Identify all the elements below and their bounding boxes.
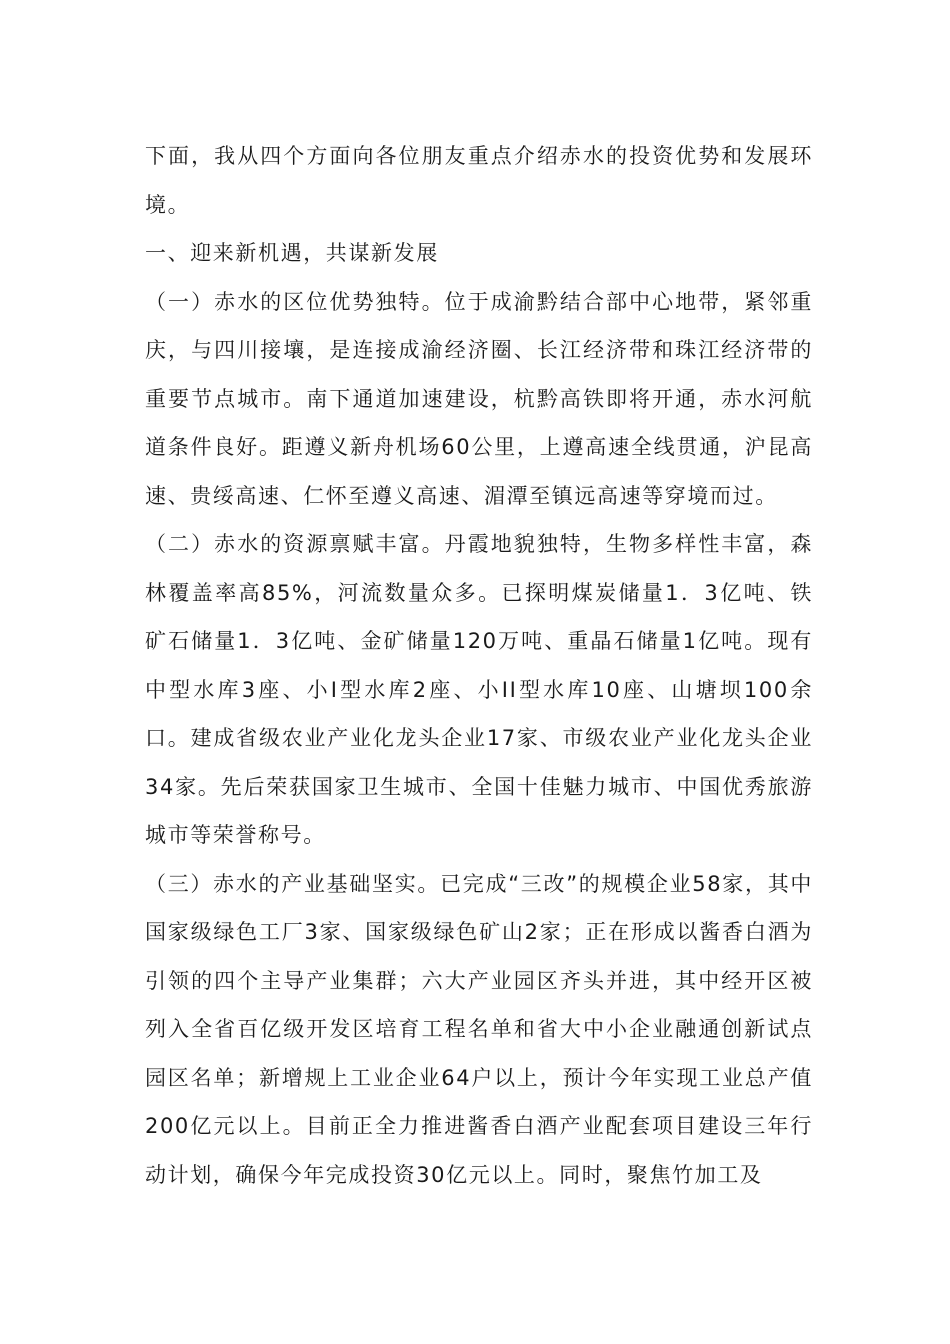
intro-paragraph: 下面，我从四个方面向各位朋友重点介绍赤水的投资优势和发展环境。	[145, 144, 813, 217]
document-body	[145, 132, 813, 1199]
resources-paragraph: （二）赤水的资源禀赋丰富。丹霞地貌独特，生物多样性丰富，森林覆盖率高85%，河流数量众多。已探明煤炭储量1．3亿吨、铁矿石储量1．3亿吨、金矿储量120万吨、重晶石储量1亿吨。现有中型水库3座、小I型水库2座、小II型水库10座、山塘坝100余口。建成省级农业产业化龙头企业17家、市级农业产业化龙头企业34家。先后荣获国家卫生城市、全国十佳魅力城市、中国优秀旅游城市等荣誉称号。	[145, 532, 813, 847]
industry-paragraph: （三）赤水的产业基础坚实。已完成“三改”的规模企业58家，其中国家级绿色工厂3家、国家级绿色矿山2家；正在形成以酱香白酒为引领的四个主导产业集群；六大产业园区齐头并进，其中经开区被列入全省百亿级开发区培育工程名单和省大中小企业融通创新试点园区名单；新增规上工业企业64户以上，预计今年实现工业总产值200亿元以上。目前正全力推进酱香白酒产业配套项目建设三年行动计划，确保今年完成投资30亿元以上。同时，聚焦竹加工及	[145, 871, 813, 1187]
section-heading: 一、迎来新机遇，共谋新发展	[145, 241, 439, 265]
location-paragraph: （一）赤水的区位优势独特。位于成渝黔结合部中心地带，紧邻重庆，与四川接壤，是连接成渝经济圈、长江经济带和珠江经济带的重要节点城市。南下通道加速建设，杭黔高铁即将开通，赤水河航道条件良好。距遵义新舟机场60公里，上遵高速全线贯通，沪昆高速、贵绥高速、仁怀至遵义高速、湄潭至镇远高速等穿境而过。	[145, 289, 813, 508]
